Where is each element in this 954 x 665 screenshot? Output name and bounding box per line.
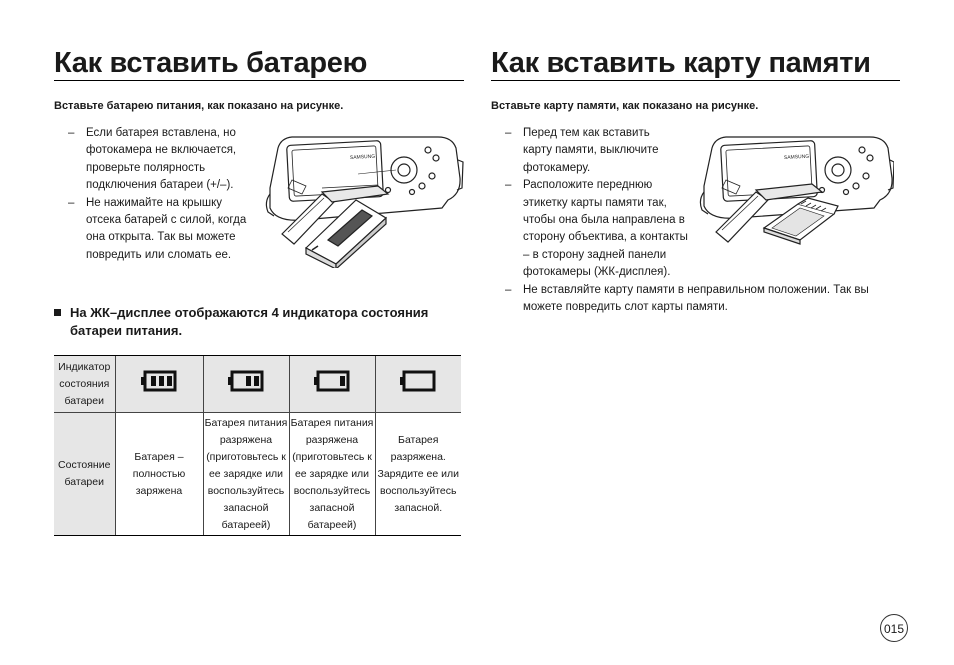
- battery-indicator-table: [54, 355, 461, 536]
- list-item: – Не нажимайте на крышку отсека батарей с силой, когда она открыта. Так вы можете повредить или сломать ее.: [68, 196, 247, 261]
- battery-section-title: Как вставить батарею: [54, 47, 368, 79]
- battery-level-graphic: [314, 370, 350, 392]
- battery-empty-icon: [400, 383, 436, 395]
- camera-brand-label: SAMSUNG: [349, 153, 376, 161]
- battery-bar: [167, 376, 172, 386]
- table-cell: [203, 356, 289, 413]
- list-item-text: Если батарея вставлена, но фотокамера не включается, проверьте полярность подключения батареи (+/–).: [86, 127, 237, 192]
- camera-memory-card-illustration: [698, 128, 894, 254]
- list-item: – Перед тем как вставить карту памяти, выключите фотокамеру.: [505, 127, 659, 174]
- list-item-text: Перед тем как вставить карту памяти, выключите фотокамеру.: [523, 127, 659, 174]
- battery-level-graphic: [400, 370, 436, 392]
- battery-two-thirds-icon: [228, 383, 264, 395]
- battery-bar: [246, 376, 251, 386]
- memory-card-section-title: Как вставить карту памяти: [491, 47, 871, 79]
- battery-level-graphic: [141, 370, 177, 392]
- table-cell: [115, 356, 203, 413]
- battery-full-icon: [141, 383, 177, 395]
- battery-bar: [340, 376, 345, 386]
- table-row: [54, 413, 461, 536]
- memory-card-intro: Вставьте карту памяти, как показано на рисунке.: [491, 100, 759, 112]
- list-item-text: Не вставляйте карту памяти в неправильном положении. Так вы можете повредить слот карты памяти.: [523, 283, 869, 314]
- bullet-square-icon: [54, 309, 61, 316]
- battery-one-third-icon: [314, 383, 350, 395]
- list-item: – Расположите переднюю этикетку карты памяти так, чтобы она была направлена в сторону объектива, а контакты – в сторону задней панели фотокамеры (ЖК-дисплея).: [505, 179, 688, 279]
- battery-bar: [159, 376, 164, 386]
- page-number: 015: [880, 614, 908, 642]
- battery-level-graphic: [228, 370, 264, 392]
- table-cell: [375, 356, 461, 413]
- list-item: – Не вставляйте карту памяти в неправильном положении. Так вы можете повредить слот карты памяти.: [505, 283, 869, 314]
- table-row: [54, 356, 461, 413]
- table-row-header: Состояние батареи: [54, 413, 115, 536]
- table-cell: Батарея – полностью заряжена: [115, 413, 203, 536]
- table-cell: Батарея питания разряжена (приготовьтесь к ее зарядке или воспользуйтесь запасной батареей): [203, 413, 289, 536]
- camera-brand-label: SAMSUNG: [783, 153, 810, 161]
- list-item-text: Не нажимайте на крышку отсека батарей с силой, когда она открыта. Так вы можете повредить или сломать ее.: [86, 196, 247, 261]
- table-row-header: Индикатор состояния батареи: [54, 356, 115, 413]
- battery-notes-list: [54, 125, 264, 264]
- list-item: – Если батарея вставлена, но фотокамера не включается, проверьте полярность подключения батареи (+/–).: [68, 127, 237, 192]
- battery-bar: [254, 376, 259, 386]
- list-item-text: Расположите переднюю этикетку карты памяти так, чтобы она была направлена в сторону объектива, а контакты – в сторону задней панели фотокамеры (ЖК-дисплея).: [523, 179, 688, 279]
- table-cell: [289, 356, 375, 413]
- battery-intro: Вставьте батарею питания, как показано на рисунке.: [54, 100, 344, 112]
- table-cell: Батарея разряжена. Зарядите ее или воспользуйтесь запасной.: [375, 413, 461, 536]
- battery-title-rule: [54, 80, 464, 81]
- table-cell: Батарея питания разряжена (приготовьтесь к ее зарядке или воспользуйтесь запасной батареей): [289, 413, 375, 536]
- battery-bar: [151, 376, 156, 386]
- memory-title-rule: [491, 80, 900, 81]
- camera-battery-illustration: [262, 128, 464, 268]
- battery-indicator-note: На ЖК–дисплее отображаются 4 индикатора состояния батареи питания.: [54, 304, 474, 340]
